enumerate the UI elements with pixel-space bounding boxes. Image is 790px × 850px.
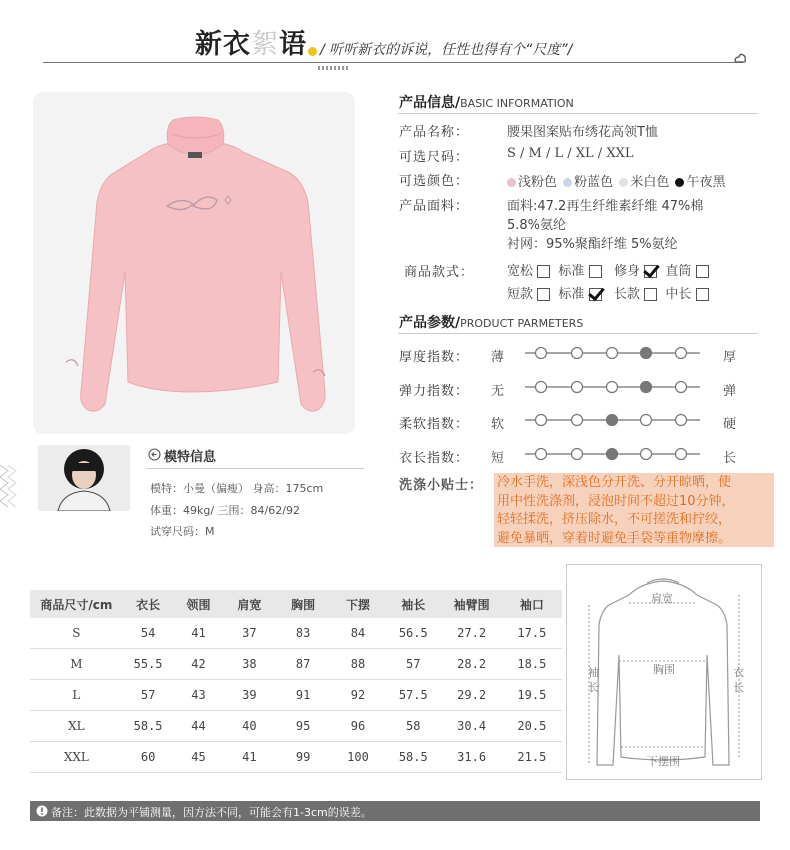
table-row — [30, 680, 562, 711]
length-long-checkbox[interactable] — [644, 288, 657, 301]
param-scale-dot — [536, 348, 547, 359]
measurement-cell: 87 — [275, 649, 331, 680]
param-scale-dot-selected — [607, 449, 618, 460]
measurement-cell: 92 — [331, 680, 385, 711]
measurement-cell: 95 — [275, 711, 331, 742]
product-photo — [33, 92, 355, 434]
info-icon — [36, 805, 48, 817]
param-scale-dot — [572, 415, 583, 426]
style-standard-fit-checkbox[interactable] — [589, 265, 602, 278]
note-bar — [30, 801, 760, 821]
color-options — [507, 171, 725, 190]
style-straight-label: 直筒 — [665, 264, 692, 279]
param-scale — [520, 410, 710, 430]
swatch-midnight-black — [675, 178, 684, 187]
size-cell: XL — [30, 711, 123, 742]
param-max-label: 长 — [723, 451, 737, 466]
size-header-3: 肩宽 — [223, 590, 275, 618]
param-scale-dot — [572, 449, 583, 460]
diagram-sleeve-label-1: 袖 — [588, 666, 599, 679]
measurement-cell: 20.5 — [502, 711, 562, 742]
measurement-cell: 18.5 — [502, 649, 562, 680]
fabric-line-3: 衬网：95%聚酯纤维 5%氨纶 — [507, 237, 678, 252]
params-title: 产品参数/PRODUCT PARMETERS — [399, 315, 584, 331]
measurement-cell: 19.5 — [502, 680, 562, 711]
param-scale-dot-selected — [607, 415, 618, 426]
measurement-cell: 30.4 — [442, 711, 502, 742]
param-min-label: 软 — [491, 417, 505, 432]
style-standard-fit-label: 标准 — [558, 264, 585, 279]
size-label: 可选尺码： — [399, 150, 470, 165]
measurement-cell: 21.5 — [502, 742, 562, 773]
measurement-cell: 54 — [123, 618, 174, 649]
diagram-shoulder-label: 肩宽 — [651, 592, 673, 605]
length-long-label: 长款 — [613, 287, 640, 302]
measurement-cell: 41 — [173, 618, 223, 649]
measurement-cell: 100 — [331, 742, 385, 773]
param-scale-dot-selected — [641, 382, 652, 393]
color-label: 可选颜色： — [399, 174, 470, 189]
model-photo — [38, 445, 130, 511]
style-straight-checkbox[interactable] — [696, 265, 709, 278]
style-row-1 — [507, 260, 777, 279]
model-line-2: 体重：49kg/ 三围：84/62/92 — [150, 504, 300, 517]
product-name-value: 腰果图案贴布绣花高领T恤 — [507, 125, 658, 140]
measurement-cell: 38 — [223, 649, 275, 680]
size-value: S / M / L / XL / XXL — [507, 146, 634, 161]
measurement-cell: 60 — [123, 742, 174, 773]
measurement-cell: 55.5 — [123, 649, 174, 680]
size-cell: XXL — [30, 742, 123, 773]
care-line-2: 用中性洗涤剂，浸泡时间不超过10分钟， — [497, 493, 735, 509]
measurement-cell: 58 — [385, 711, 441, 742]
table-row — [30, 742, 562, 773]
param-label: 弹力指数： — [399, 384, 470, 399]
zigzag-decoration — [0, 455, 30, 515]
diagram-sleeve-label-2: 长 — [588, 681, 599, 694]
length-short-checkbox[interactable] — [537, 288, 550, 301]
basic-info-divider — [398, 113, 758, 114]
size-header-7: 袖臂围 — [442, 590, 502, 618]
length-standard-checkbox[interactable] — [589, 288, 602, 301]
param-scale-dot — [641, 415, 652, 426]
size-header-6: 袖长 — [385, 590, 441, 618]
param-scale-dot — [641, 449, 652, 460]
param-label: 衣长指数： — [399, 451, 470, 466]
param-scale-dot — [676, 382, 687, 393]
size-table-header — [30, 590, 562, 618]
color-powder-blue: 粉蓝色 — [574, 175, 614, 190]
size-cell: S — [30, 618, 123, 649]
param-scale-dot — [572, 382, 583, 393]
diagram-chest-label: 胸围 — [653, 663, 675, 676]
style-row-2 — [507, 283, 777, 302]
style-loose-checkbox[interactable] — [537, 265, 550, 278]
measurement-cell: 41 — [223, 742, 275, 773]
color-off-white: 米白色 — [630, 175, 670, 190]
length-standard-label: 标准 — [558, 287, 585, 302]
length-short-label: 短款 — [507, 287, 534, 302]
param-label: 柔软指数： — [399, 417, 470, 432]
measurement-cell: 39 — [223, 680, 275, 711]
fabric-line-2: 5.8%氨纶 — [507, 218, 567, 233]
care-line-1: 冷水手洗，深浅色分开洗、分开晾晒，使 — [497, 475, 732, 490]
measurement-cell: 40 — [223, 711, 275, 742]
swatch-powder-blue — [563, 178, 572, 187]
care-line-4: 避免暴晒，穿着时避免手袋等重物摩擦。 — [497, 530, 732, 546]
param-min-label: 无 — [491, 384, 505, 399]
header-dashes — [318, 66, 348, 70]
param-scale-dot — [572, 348, 583, 359]
care-tips-label: 洗涤小贴士： — [399, 478, 484, 493]
size-table — [30, 590, 562, 773]
measurement-cell: 45 — [173, 742, 223, 773]
param-scale-dot — [676, 415, 687, 426]
measurement-cell: 57 — [123, 680, 174, 711]
title-dot — [308, 47, 317, 56]
param-scale-dot — [536, 415, 547, 426]
measurement-cell: 83 — [275, 618, 331, 649]
product-name-label: 产品名称： — [399, 125, 470, 140]
measurement-cell: 91 — [275, 680, 331, 711]
param-min-label: 短 — [491, 451, 505, 466]
model-line-1: 模特：小曼（偏瘦） 身高：175cm — [150, 482, 324, 495]
measurement-cell: 28.2 — [442, 649, 502, 680]
param-scale-dot — [676, 449, 687, 460]
param-max-label: 弹 — [723, 384, 737, 399]
size-header-8: 袖口 — [502, 590, 562, 618]
param-max-label: 硬 — [723, 417, 737, 432]
param-scale-dot — [607, 382, 618, 393]
model-info-title: 模特信息 — [164, 450, 217, 465]
measurement-cell: 44 — [173, 711, 223, 742]
style-slim-checkbox[interactable] — [644, 265, 657, 278]
fabric-line-1: 面料:47.2再生纤维素纤维 47%棉 — [507, 199, 704, 214]
model-divider — [146, 468, 364, 469]
diagram-length-label-1: 衣 — [733, 666, 744, 679]
measurement-cell: 27.2 — [442, 618, 502, 649]
size-header-4: 胸围 — [275, 590, 331, 618]
measurement-cell: 99 — [275, 742, 331, 773]
diagram-length-label-2: 长 — [733, 681, 744, 694]
fabric-label: 产品面料： — [399, 199, 470, 214]
measurement-cell: 43 — [173, 680, 223, 711]
param-scale — [520, 343, 710, 363]
param-scale — [520, 444, 710, 464]
style-label: 商品款式： — [404, 265, 475, 280]
table-row — [30, 618, 562, 649]
params-divider — [398, 333, 758, 334]
param-scale-dot — [536, 449, 547, 460]
measurement-cell: 88 — [331, 649, 385, 680]
measurement-cell: 29.2 — [442, 680, 502, 711]
param-scale-dot-selected — [641, 348, 652, 359]
care-tips-text — [497, 474, 777, 548]
param-label: 厚度指数： — [399, 350, 470, 365]
measurement-cell: 57 — [385, 649, 441, 680]
basic-info-title: 产品信息/BASIC INFORMATION — [399, 95, 574, 111]
page-title: 新衣絮语 — [195, 29, 307, 60]
color-midnight-black: 午夜黑 — [686, 175, 726, 190]
length-mid-long-label: 中长 — [665, 287, 692, 302]
measurement-cell: 84 — [331, 618, 385, 649]
size-header-0: 商品尺寸/cm — [30, 590, 123, 618]
care-line-3: 轻轻揉洗，挤压除水，不可搓洗和拧绞， — [497, 512, 732, 527]
measurement-cell: 42 — [173, 649, 223, 680]
measurement-cell: 17.5 — [502, 618, 562, 649]
param-scale-dot — [676, 348, 687, 359]
model-line-3: 试穿尺码：M — [150, 525, 215, 538]
swatch-light-pink — [507, 178, 516, 187]
style-slim-label: 修身 — [613, 264, 640, 279]
param-scale — [520, 377, 710, 397]
size-cell: L — [30, 680, 123, 711]
param-min-label: 薄 — [491, 350, 505, 365]
size-cell: M — [30, 649, 123, 680]
measurement-cell: 58.5 — [123, 711, 174, 742]
measurement-cell: 58.5 — [385, 742, 441, 773]
length-mid-long-checkbox[interactable] — [696, 288, 709, 301]
diagram-hem-label: 下摆围 — [647, 755, 680, 768]
measurement-cell: 96 — [331, 711, 385, 742]
style-loose-label: 宽松 — [507, 264, 534, 279]
size-header-2: 领围 — [173, 590, 223, 618]
cloud-icon — [733, 51, 747, 65]
swatch-off-white — [619, 178, 628, 187]
header-divider — [43, 62, 743, 63]
measurement-cell: 31.6 — [442, 742, 502, 773]
param-scale-dot — [607, 348, 618, 359]
table-row — [30, 649, 562, 680]
measurement-cell: 57.5 — [385, 680, 441, 711]
size-header-1: 衣长 — [123, 590, 174, 618]
page-slogan: / 听听新衣的诉说，任性也得有个“尺度”/ — [320, 42, 573, 58]
table-row — [30, 711, 562, 742]
param-scale-dot — [536, 382, 547, 393]
measurement-cell: 37 — [223, 618, 275, 649]
back-arrow-icon — [148, 448, 161, 461]
param-max-label: 厚 — [723, 350, 737, 365]
measurement-cell: 56.5 — [385, 618, 441, 649]
note-text: 备注：此数据为平铺测量，因方法不同，可能会有1-3cm的误差。 — [51, 806, 372, 819]
size-header-5: 下摆 — [331, 590, 385, 618]
color-light-pink: 浅粉色 — [518, 175, 558, 190]
